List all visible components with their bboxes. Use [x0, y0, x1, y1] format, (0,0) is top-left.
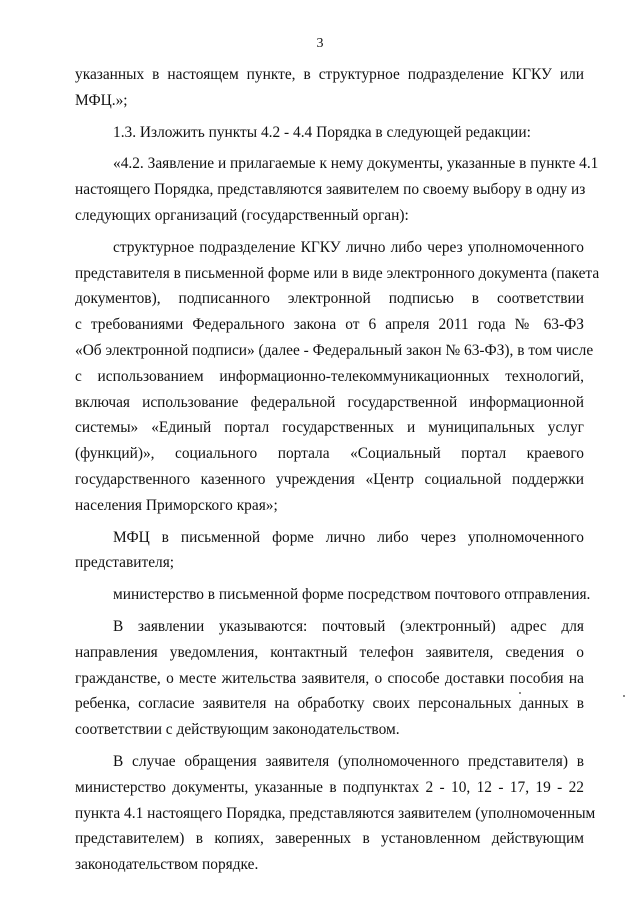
text-line: указанных в настоящем пункте, в структурное подразделение КГКУ или [75, 66, 584, 83]
text-line: документов), подписанного электронной подписью в соответствии [75, 290, 584, 308]
text-line: ребенка, согласие заявителя на обработку своих персональных данных в [75, 695, 584, 713]
text-line: гражданстве, о месте жительства заявителя, о способе доставки пособия на [75, 669, 584, 687]
text-line: представителем) в копиях, заверенных в установленном действующим [75, 830, 584, 848]
text-line: государственного казенного учреждения «Центр социальной поддержки [75, 470, 584, 488]
text-line: настоящего Порядка, представляются заявителем по своему выбору в одну из [75, 181, 586, 199]
text-line: направления уведомления, контактный телефон заявителя, сведения о [75, 643, 584, 661]
scan-speck [519, 692, 521, 694]
text-line: пункта 4.1 настоящего Порядка, представляются заявителем (уполномоченным [75, 804, 596, 822]
paragraph-p5 [75, 582, 591, 608]
paragraph-p2 [75, 151, 599, 228]
text-line: В заявлении указываются: почтовый (электронный) адрес для [113, 617, 584, 635]
text-line: (функций)», социального портала «Социальный портал краевого [75, 445, 584, 463]
text-line: министерство документы, указанные в подпунктах 2 - 10, 12 - 17, 19 - 22 [75, 778, 584, 796]
scan-speck [623, 695, 625, 697]
paragraph-p3 [75, 235, 600, 519]
text-line: МФЦ.»; [75, 91, 128, 109]
document-body [75, 62, 600, 884]
text-line: структурное подразделение КГКУ лично либо через уполномоченного [113, 238, 584, 256]
text-line: соответствии с действующим законодательством. [75, 721, 400, 739]
paragraph-p0 [75, 62, 584, 114]
paragraph-p7 [75, 749, 596, 878]
paragraph-p4 [75, 525, 584, 577]
text-line: с использованием информационно-телекоммуникационных технологий, [75, 367, 584, 385]
text-line: представителя в письменной форме или в виде электронного документа (пакета [75, 264, 600, 282]
text-line: В случае обращения заявителя (уполномоченного представителя) в [113, 752, 584, 770]
text-line: системы» «Единый портал государственных и муниципальных услуг [75, 419, 584, 437]
text-line: «Об электронной подписи» (далее - Федеральный закон № 63-ФЗ), в том числе [75, 341, 594, 359]
text-line: с требованиями Федерального закона от 6 апреля 2011 года № 63-ФЗ [75, 316, 584, 334]
text-line: министерство в письменной форме посредством почтового отправления. [113, 586, 591, 604]
text-line: МФЦ в письменной форме лично либо через уполномоченного [113, 528, 584, 546]
text-line: представителя; [75, 554, 175, 572]
text-line: 1.3. Изложить пункты 4.2 - 4.4 Порядка в следующей редакции: [113, 123, 531, 141]
text-line: следующих организаций (государственный орган): [75, 206, 409, 224]
text-line: включая использование федеральной государственной информационной [75, 393, 584, 411]
text-line: «4.2. Заявление и прилагаемые к нему документы, указанные в пункте 4.1 [113, 155, 599, 173]
page-number: 3 [316, 36, 324, 51]
paragraph-p6 [75, 614, 584, 743]
text-line: законодательством порядке. [75, 856, 259, 874]
paragraph-p1 [75, 120, 584, 146]
text-line: населения Приморского края»; [75, 496, 278, 514]
